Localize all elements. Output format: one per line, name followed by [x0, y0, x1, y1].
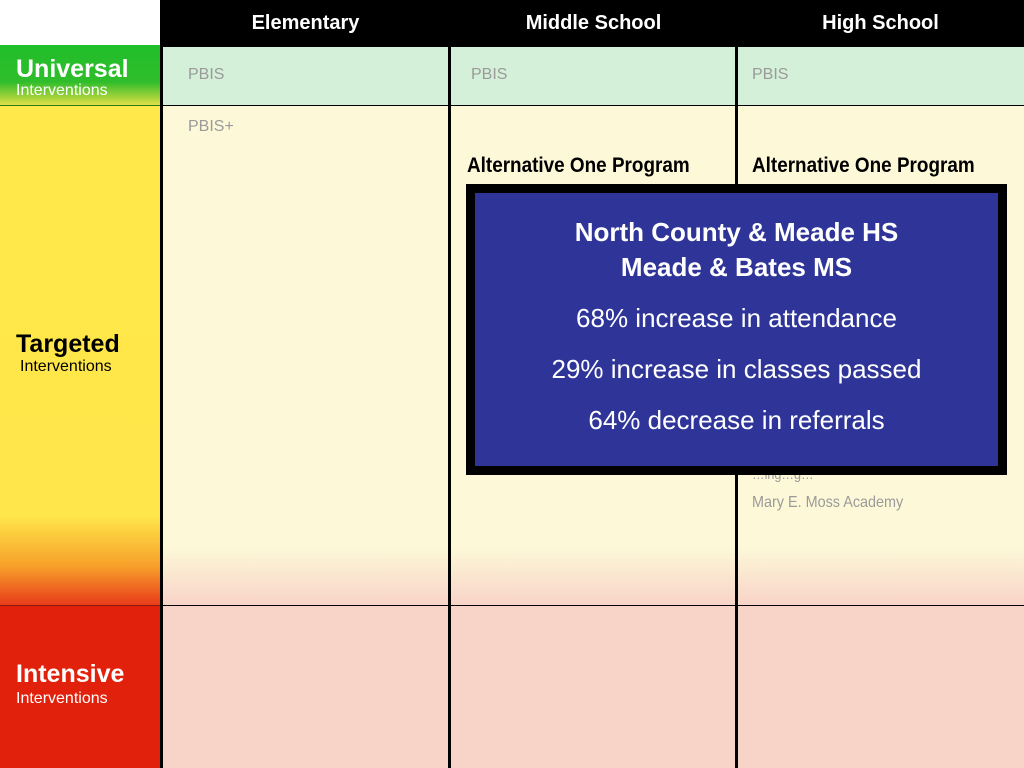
- tier-universal-title: Universal: [16, 55, 129, 83]
- divider-targeted-intensive: [161, 605, 1024, 606]
- tier-targeted-subtitle: Interventions: [20, 358, 112, 375]
- universal-row: [161, 45, 1024, 106]
- universal-middle-cell: PBIS: [471, 66, 508, 83]
- targeted-middle-program: Alternative One Program: [467, 154, 690, 177]
- results-callout: [475, 193, 998, 466]
- divider-label-column-bottom: [0, 605, 161, 606]
- targeted-elementary-cell: PBIS+: [188, 118, 234, 135]
- tier-universal: [0, 45, 161, 106]
- header-high-school: High School: [737, 0, 1024, 47]
- header-elementary: Elementary: [161, 0, 450, 47]
- tier-targeted-title: Targeted: [16, 330, 120, 358]
- callout-heading-line1: North County & Meade HS: [574, 217, 899, 247]
- callout-heading-line2: Meade & Bates MS: [620, 252, 853, 282]
- column-divider-2: [448, 0, 451, 768]
- tier-intensive: [0, 606, 161, 768]
- callout-stat-attendance: 68% increase in attendance: [576, 303, 897, 333]
- header-middle-school: Middle School: [450, 0, 737, 47]
- tier-intensive-title: Intensive: [16, 660, 125, 688]
- universal-elementary-cell: PBIS: [188, 66, 225, 83]
- callout-stat-classes: 29% increase in classes passed: [551, 354, 922, 384]
- intensive-row: [161, 606, 1024, 768]
- tier-intensive-subtitle: Interventions: [16, 690, 108, 707]
- column-divider-1: [160, 0, 163, 768]
- callout-stat-referrals: 64% decrease in referrals: [588, 405, 885, 435]
- divider-label-column-top: [0, 105, 161, 106]
- targeted-high-program: Alternative One Program: [752, 154, 975, 177]
- divider-universal-targeted: [161, 105, 1024, 106]
- targeted-high-academy: Mary E. Moss Academy: [752, 494, 904, 511]
- universal-high-cell: PBIS: [752, 66, 789, 83]
- corner-cell: [0, 0, 161, 45]
- tier-universal-subtitle: Interventions: [16, 82, 108, 99]
- tier-targeted: [0, 106, 161, 606]
